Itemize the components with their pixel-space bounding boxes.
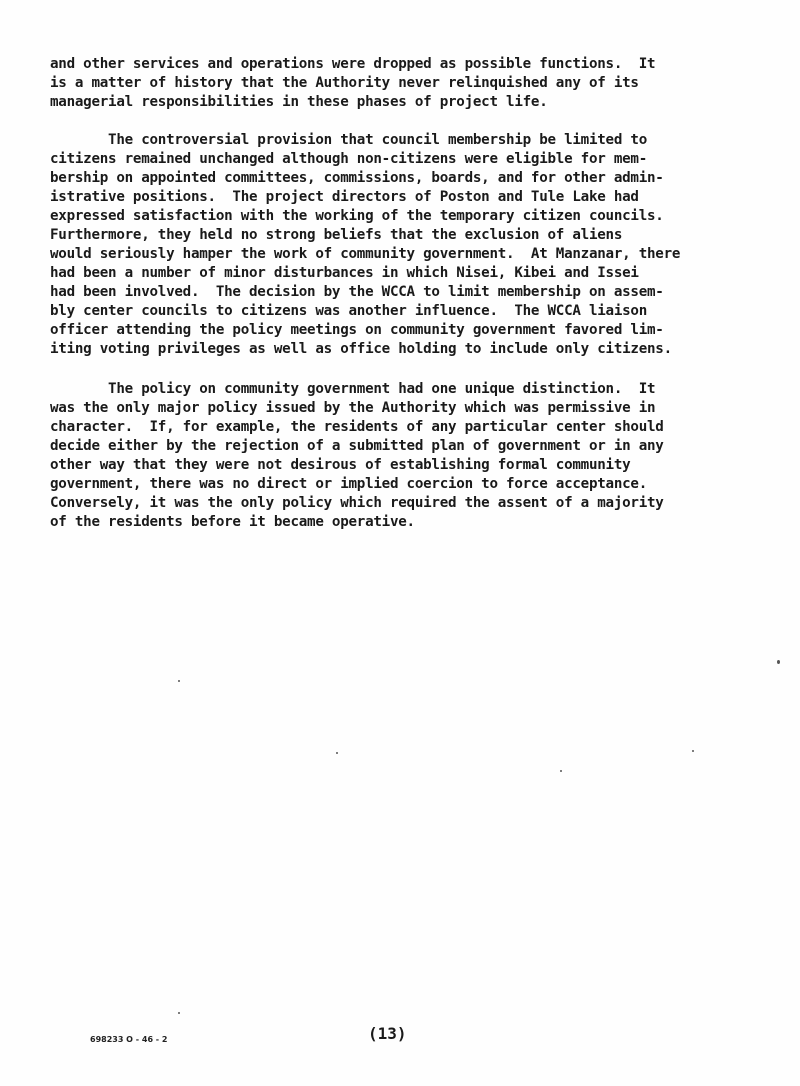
- scan-speck: [560, 770, 562, 772]
- text-line: of the residents before it became operative.: [50, 514, 415, 530]
- paragraph-3: [50, 380, 664, 532]
- text-line: expressed satisfaction with the working of the temporary citizen councils.: [50, 208, 664, 224]
- scan-speck: [692, 750, 694, 752]
- text-line: would seriously hamper the work of community government. At Manzanar, there: [50, 246, 681, 262]
- paragraph-2: [50, 131, 680, 359]
- page-number: (13): [368, 1024, 407, 1043]
- scan-speck: [178, 1012, 180, 1014]
- text-line: Conversely, it was the only policy which required the assent of a majority: [50, 495, 664, 511]
- text-line: had been involved. The decision by the WCCA to limit membership on assem-: [50, 284, 664, 300]
- text-line: had been a number of minor disturbances in which Nisei, Kibei and Issei: [50, 265, 639, 281]
- text-line: The controversial provision that council membership be limited to: [50, 132, 647, 148]
- text-line: officer attending the policy meetings on community government favored lim-: [50, 322, 664, 338]
- scan-speck: [336, 752, 338, 754]
- scan-speck: [178, 680, 180, 682]
- text-line: Furthermore, they held no strong beliefs that the exclusion of aliens: [50, 227, 623, 243]
- paragraph-1: [50, 55, 655, 112]
- text-line: is a matter of history that the Authority never relinquished any of its: [50, 75, 639, 91]
- text-line: decide either by the rejection of a submitted plan of government or in any: [50, 438, 664, 454]
- text-line: character. If, for example, the residents of any particular center should: [50, 419, 664, 435]
- text-line: The policy on community government had one unique distinction. It: [50, 381, 656, 397]
- text-line: other way that they were not desirous of establishing formal community: [50, 457, 631, 473]
- text-line: government, there was no direct or implied coercion to force acceptance.: [50, 476, 647, 492]
- scan-speck: [777, 660, 780, 664]
- text-line: citizens remained unchanged although non-citizens were eligible for mem-: [50, 151, 647, 167]
- printing-code: 698233 O - 46 - 2: [90, 1035, 168, 1044]
- text-line: bership on appointed committees, commissions, boards, and for other admin-: [50, 170, 664, 186]
- text-line: was the only major policy issued by the Authority which was permissive in: [50, 400, 656, 416]
- text-line: and other services and operations were dropped as possible functions. It: [50, 56, 656, 72]
- text-line: bly center councils to citizens was another influence. The WCCA liaison: [50, 303, 647, 319]
- text-line: iting voting privileges as well as office holding to include only citizens.: [50, 341, 672, 357]
- text-line: istrative positions. The project directors of Poston and Tule Lake had: [50, 189, 639, 205]
- text-line: managerial responsibilities in these phases of project life.: [50, 94, 548, 110]
